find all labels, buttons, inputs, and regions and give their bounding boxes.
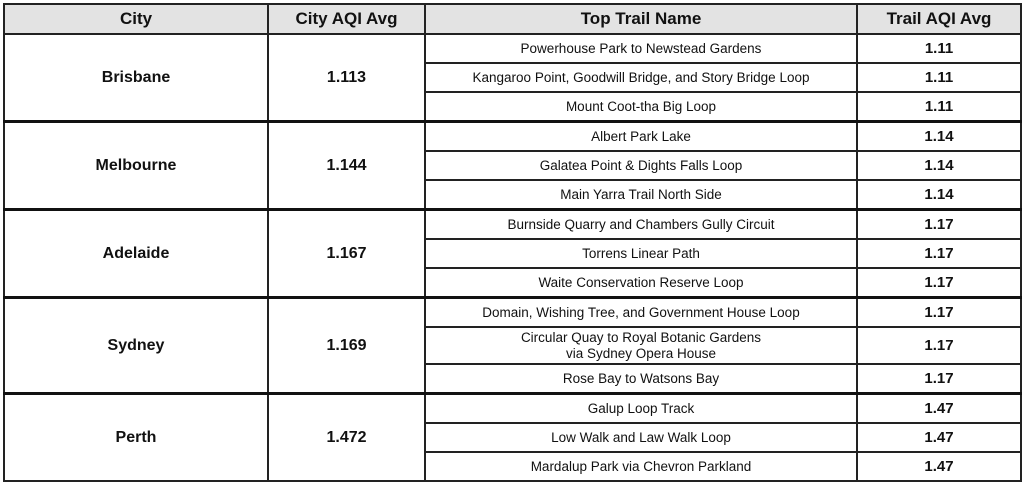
city-aqi-avg-cell: 1.113: [268, 34, 425, 122]
trail-name-cell: [425, 327, 857, 364]
trail-name-text: Low Walk and Law Walk Loop: [551, 429, 731, 445]
trail-name-text-line2: via Sydney Opera House: [565, 345, 717, 361]
trail-name-text: Albert Park Lake: [591, 128, 691, 144]
trail-name-text: Kangaroo Point, Goodwill Bridge, and Story Bridge Loop: [472, 69, 810, 85]
header-row: [4, 4, 1021, 34]
trail-name-cell: [425, 423, 857, 452]
table-body: [4, 34, 1021, 481]
table-row: [4, 394, 1021, 424]
trail-name-cell: [425, 34, 857, 63]
trail-aqi-avg-cell: 1.14: [857, 180, 1021, 210]
table-row: [4, 122, 1021, 152]
trail-aqi-avg-cell: 1.14: [857, 122, 1021, 152]
trail-aqi-avg-cell: 1.47: [857, 423, 1021, 452]
trail-aqi-avg-cell: 1.17: [857, 364, 1021, 394]
city-cell: Adelaide: [4, 210, 268, 298]
city-aqi-avg-cell: 1.167: [268, 210, 425, 298]
header-top-trail-name: Top Trail Name: [425, 4, 857, 34]
trail-aqi-avg-cell: 1.11: [857, 34, 1021, 63]
trail-name-cell: [425, 298, 857, 328]
trail-name-text: Burnside Quarry and Chambers Gully Circuit: [507, 216, 775, 232]
trail-name-text: Mardalup Park via Chevron Parkland: [530, 458, 752, 474]
trail-name-cell: [425, 122, 857, 152]
trail-name-text: Rose Bay to Watsons Bay: [562, 370, 720, 386]
trail-name-text: Torrens Linear Path: [582, 245, 700, 261]
trail-name-cell: [425, 180, 857, 210]
table-row: [4, 34, 1021, 63]
city-aqi-avg-cell: 1.169: [268, 298, 425, 394]
trail-name-text: Domain, Wishing Tree, and Government House Loop: [482, 304, 800, 320]
table-row: [4, 210, 1021, 240]
aqi-table: [3, 3, 1022, 482]
trail-aqi-avg-cell: 1.47: [857, 452, 1021, 481]
city-cell: Melbourne: [4, 122, 268, 210]
city-cell: Brisbane: [4, 34, 268, 122]
city-aqi-avg-cell: 1.144: [268, 122, 425, 210]
trail-name-cell: [425, 63, 857, 92]
city-cell: Sydney: [4, 298, 268, 394]
header-city: City: [4, 4, 268, 34]
trail-aqi-avg-cell: 1.17: [857, 327, 1021, 364]
trail-aqi-avg-cell: 1.14: [857, 151, 1021, 180]
city-aqi-avg-cell: 1.472: [268, 394, 425, 482]
trail-name-text: Mount Coot-tha Big Loop: [565, 98, 717, 114]
trail-name-text: Galatea Point & Dights Falls Loop: [539, 157, 743, 173]
trail-name-cell: [425, 239, 857, 268]
trail-name-cell: [425, 394, 857, 424]
trail-name-cell: [425, 364, 857, 394]
trail-aqi-avg-cell: 1.17: [857, 268, 1021, 298]
trail-name-cell: [425, 268, 857, 298]
trail-name-text: Galup Loop Track: [587, 400, 695, 416]
header-trail-aqi-avg: Trail AQI Avg: [857, 4, 1021, 34]
trail-name-text: Main Yarra Trail North Side: [560, 186, 722, 202]
trail-name-cell: [425, 452, 857, 481]
trail-name-text: Waite Conservation Reserve Loop: [538, 274, 744, 290]
trail-aqi-avg-cell: 1.47: [857, 394, 1021, 424]
trail-aqi-avg-cell: 1.17: [857, 298, 1021, 328]
trail-name-text: Powerhouse Park to Newstead Gardens: [520, 40, 762, 56]
city-cell: Perth: [4, 394, 268, 482]
trail-name-text: Circular Quay to Royal Botanic Gardens: [520, 329, 762, 345]
trail-name-cell: [425, 151, 857, 180]
trail-aqi-avg-cell: 1.11: [857, 63, 1021, 92]
header-city-aqi-avg: City AQI Avg: [268, 4, 425, 34]
trail-aqi-avg-cell: 1.17: [857, 239, 1021, 268]
trail-aqi-avg-cell: 1.11: [857, 92, 1021, 122]
trail-aqi-avg-cell: 1.17: [857, 210, 1021, 240]
aqi-table-container: [3, 3, 1022, 482]
trail-name-cell: [425, 210, 857, 240]
trail-name-cell: [425, 92, 857, 122]
table-row: [4, 298, 1021, 328]
